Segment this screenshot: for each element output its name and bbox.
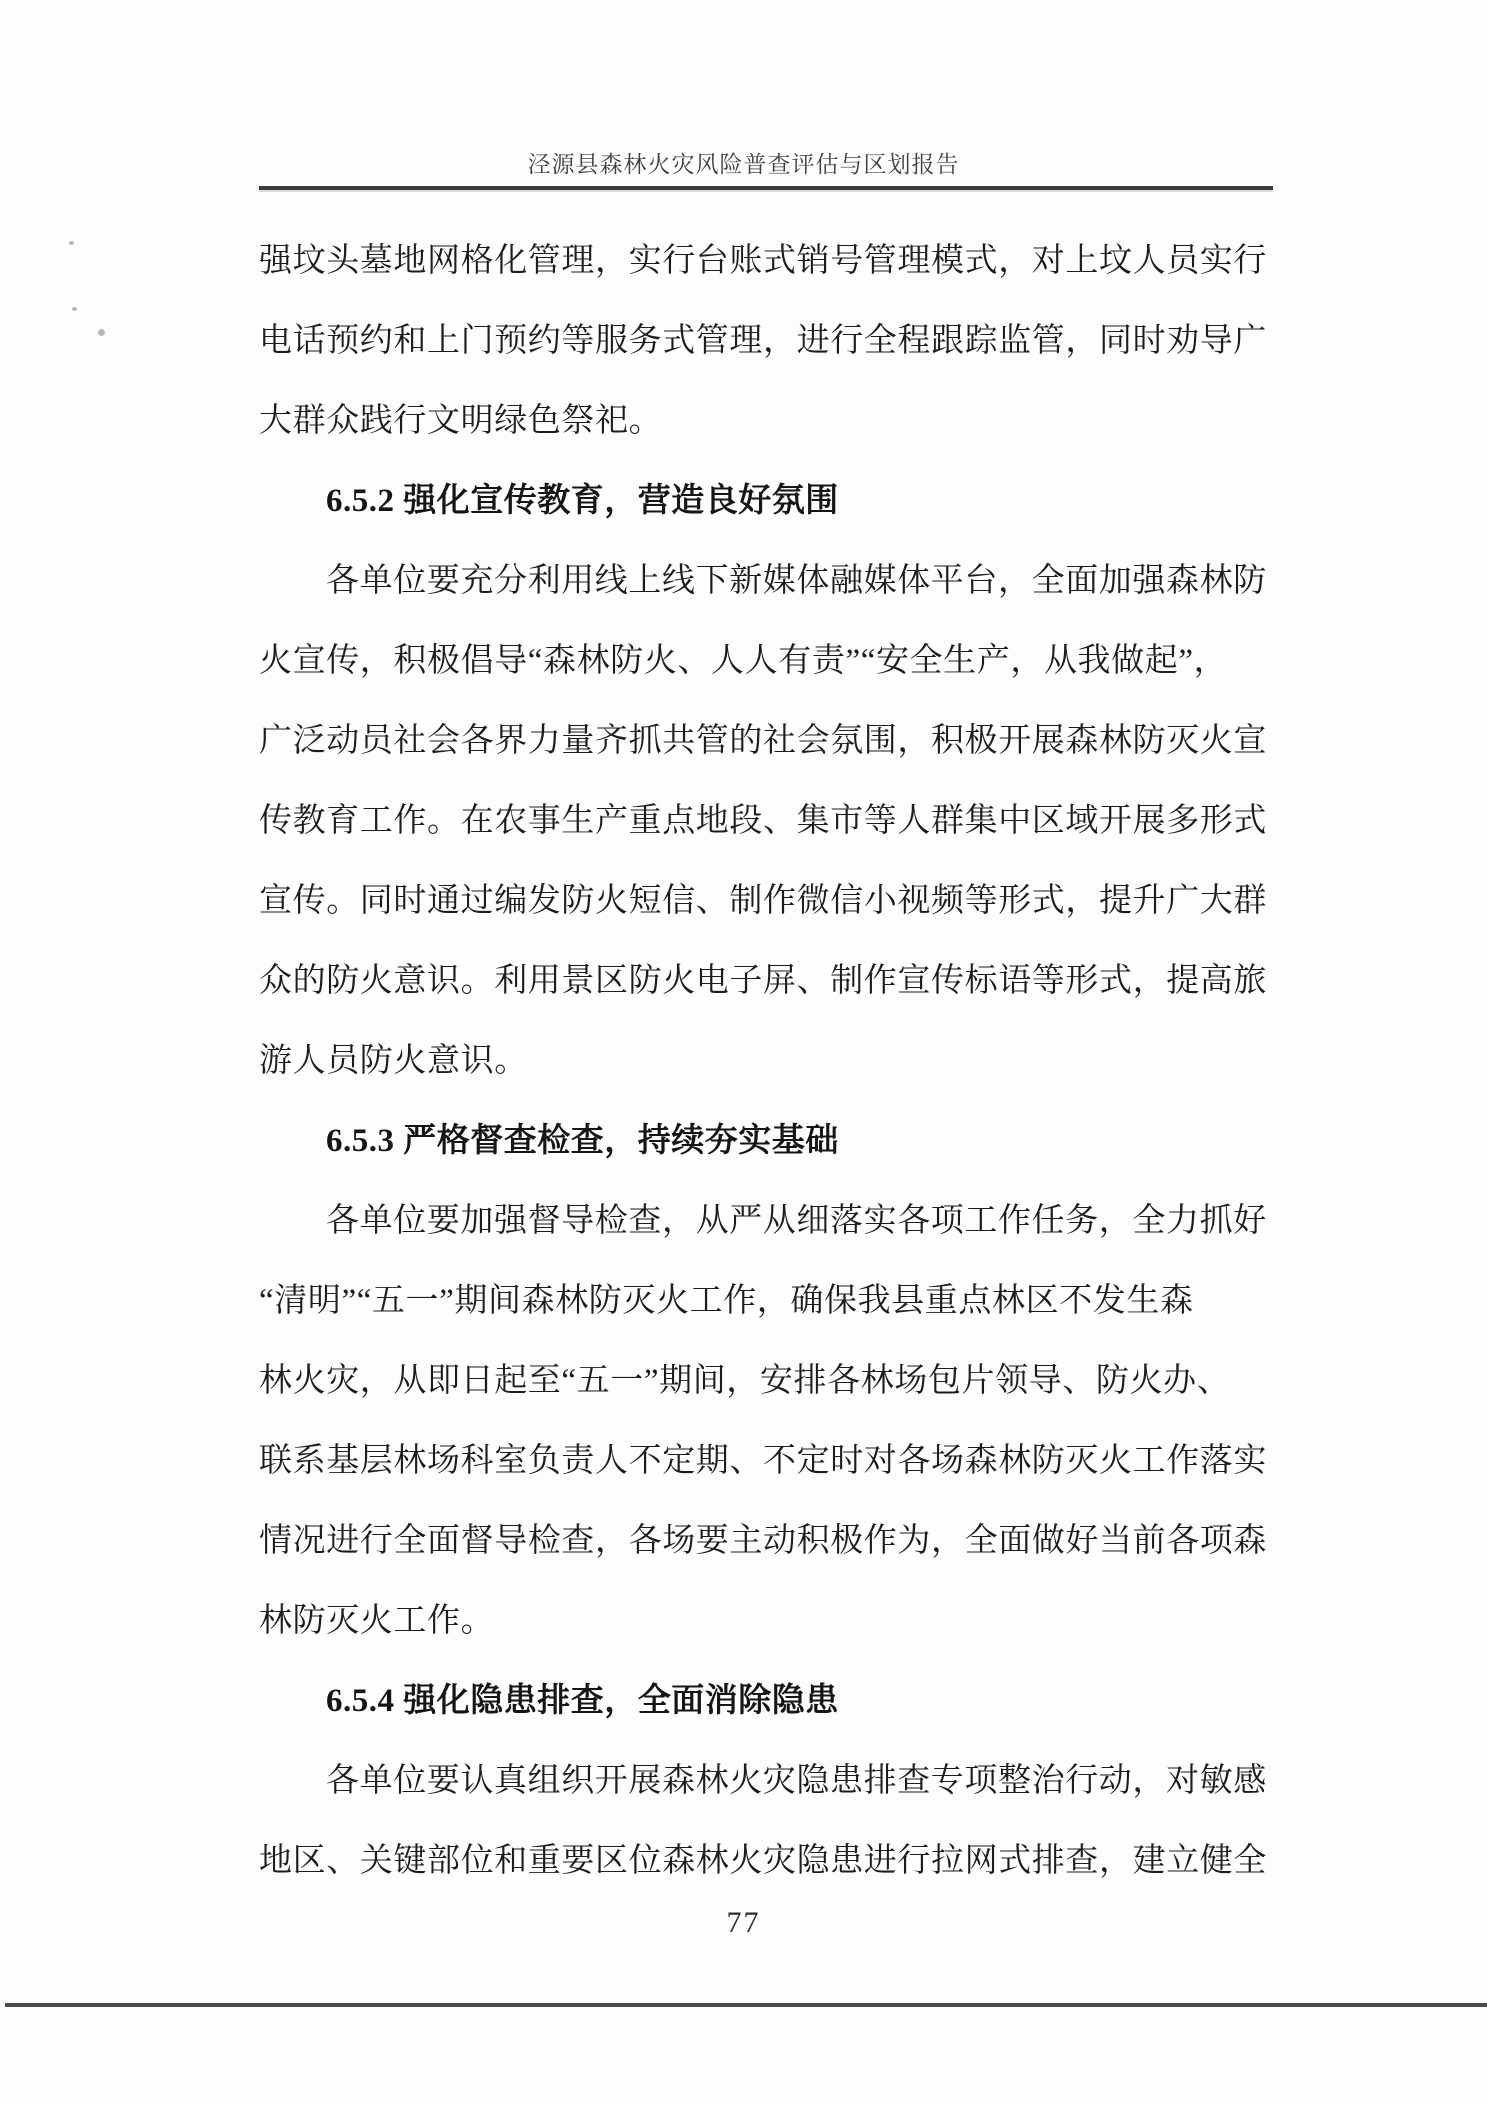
paragraph xyxy=(259,1741,1279,1901)
text-line: 联系基层林场科室负责人不定期、不定时对各场森林防灭火工作落实 xyxy=(259,1443,1267,1479)
document-content xyxy=(259,221,1279,1901)
scan-speck xyxy=(98,329,105,336)
text-line: 情况进行全面督导检查，各场要主动积极作为，全面做好当前各项森 xyxy=(259,1523,1267,1559)
text-line: 传教育工作。在农事生产重点地段、集市等人群集中区域开展多形式 xyxy=(259,803,1267,839)
text-line: 地区、关键部位和重要区位森林火灾隐患进行拉网式排查，建立健全 xyxy=(259,1843,1267,1879)
page-number: 77 xyxy=(726,1906,761,1939)
text-line: 电话预约和上门预约等服务式管理，进行全程跟踪监管，同时劝导广 xyxy=(259,323,1267,359)
text-line: 众的防火意识。利用景区防火电子屏、制作宣传标语等形式，提高旅 xyxy=(259,963,1267,999)
text-line: 强坟头墓地网格化管理，实行台账式销号管理模式，对上坟人员实行 xyxy=(259,243,1267,279)
text-line: 林火灾，从即日起至“五一”期间，安排各林场包片领导、防火办、 xyxy=(259,1363,1231,1399)
section-heading: 6.5.3 严格督查检查，持续夯实基础 xyxy=(326,1123,839,1159)
text-line: 林防灭火工作。 xyxy=(259,1603,495,1639)
paragraph xyxy=(259,221,1279,461)
text-line: 广泛动员社会各界力量齐抓共管的社会氛围，积极开展森林防灭火宣 xyxy=(259,723,1267,759)
text-line: “清明”“五一”期间森林防灭火工作，确保我县重点林区不发生森 xyxy=(259,1283,1194,1319)
text-line: 各单位要认真组织开展森林火灾隐患排查专项整治行动，对敏感 xyxy=(326,1763,1267,1799)
header-rule xyxy=(259,186,1273,190)
paragraph xyxy=(259,541,1279,1101)
text-line: 大群众践行文明绿色祭祀。 xyxy=(259,403,663,439)
text-line: 火宣传，积极倡导“森林防火、人人有责”“安全生产，从我做起”， xyxy=(259,643,1228,679)
footer-rule xyxy=(5,2003,1487,2007)
text-line: 各单位要充分利用线上线下新媒体融媒体平台，全面加强森林防 xyxy=(326,563,1267,599)
text-line: 游人员防火意识。 xyxy=(259,1043,528,1079)
text-line: 各单位要加强督导检查，从严从细落实各项工作任务，全力抓好 xyxy=(326,1203,1267,1239)
text-line: 宣传。同时通过编发防火短信、制作微信小视频等形式，提升广大群 xyxy=(259,883,1267,919)
paragraph xyxy=(259,1181,1279,1661)
section-heading: 6.5.4 强化隐患排查，全面消除隐患 xyxy=(326,1683,839,1719)
scan-speck xyxy=(72,307,77,311)
page-header-title: 泾源县森林火灾风险普查评估与区划报告 xyxy=(527,152,960,177)
section-heading: 6.5.2 强化宣传教育，营造良好氛围 xyxy=(326,483,839,519)
scan-speck xyxy=(69,241,74,245)
